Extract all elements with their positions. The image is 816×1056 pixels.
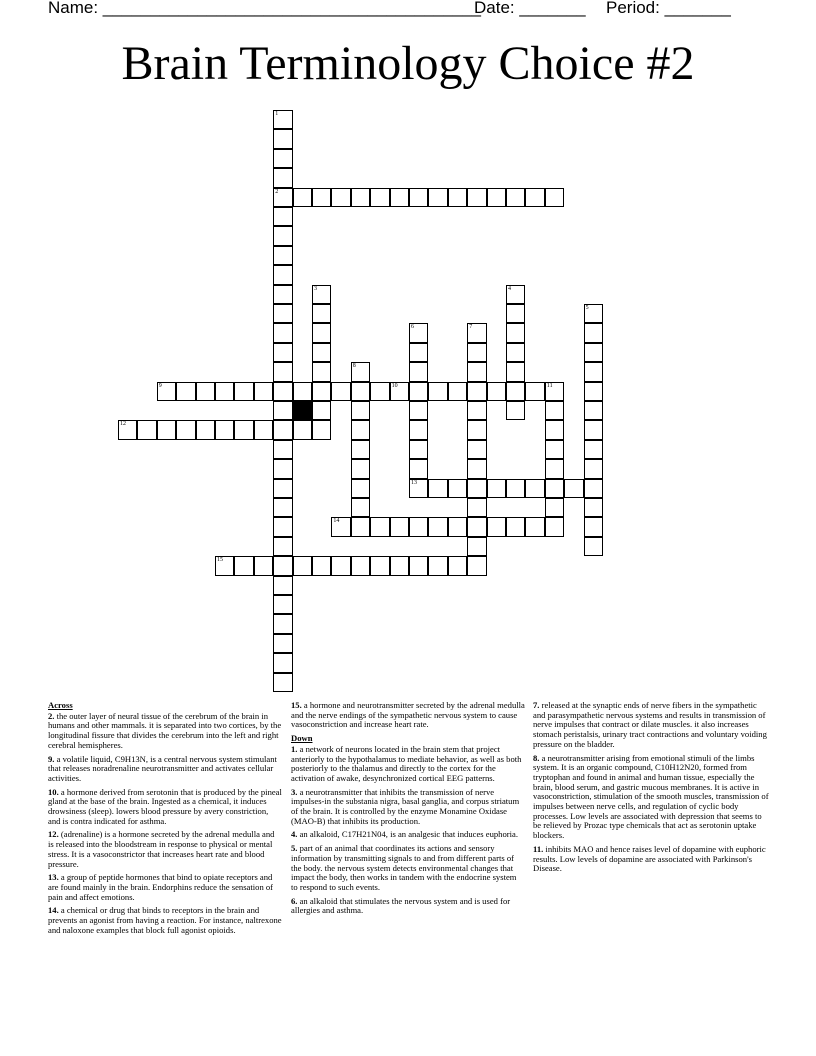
crossword-cell[interactable]	[409, 420, 428, 439]
crossword-cell[interactable]	[467, 556, 486, 575]
cell-number: 1	[275, 111, 279, 117]
crossword-cell[interactable]	[273, 265, 292, 284]
name-field[interactable]: Name: ________________________________________	[48, 0, 481, 17]
crossword-cell[interactable]	[273, 614, 292, 633]
crossword-cell[interactable]	[254, 420, 273, 439]
crossword-cell[interactable]	[273, 479, 292, 498]
crossword-cell[interactable]	[467, 537, 486, 556]
clue-down-8: 8. a neurotransmitter arising from emotional stimuli of the limbs system. It is an organic compound, C10H12N20, formed from tryptophan and found in animal and human tissue, especially the brain, blood serum, and gastric mucous membranes. It is active in vasoconstriction, stimulation of the smooth muscles, transmission of impulses between nerve cells, and regulation of cyclic body processes. Low levels are associated with depression that seems to be relieved by Prozac type chemicals that act as serotonin uptake blockers.	[533, 752, 769, 841]
crossword-cell[interactable]	[331, 188, 350, 207]
crossword-cell[interactable]	[467, 382, 486, 401]
crossword-cell[interactable]	[584, 362, 603, 381]
crossword-cell[interactable]	[351, 440, 370, 459]
crossword-cell[interactable]	[293, 382, 312, 401]
cell-number: 5	[585, 305, 589, 311]
page-title: Brain Terminology Choice #2	[121, 37, 695, 90]
crossword-cell[interactable]	[564, 479, 583, 498]
crossword-cell[interactable]	[448, 517, 467, 536]
crossword-cell[interactable]	[506, 285, 525, 304]
crossword-cell[interactable]	[467, 517, 486, 536]
crossword-cell[interactable]	[351, 401, 370, 420]
crossword-cell[interactable]	[409, 343, 428, 362]
crossword-cell[interactable]	[506, 304, 525, 323]
crossword-cell[interactable]	[467, 362, 486, 381]
crossword-cell[interactable]	[584, 498, 603, 517]
period-field[interactable]: Period: _______	[606, 0, 731, 17]
crossword-cell[interactable]	[428, 188, 447, 207]
crossword-cell[interactable]	[428, 479, 447, 498]
crossword-cell[interactable]	[487, 382, 506, 401]
crossword-cell[interactable]	[428, 517, 447, 536]
crossword-cell[interactable]	[312, 304, 331, 323]
crossword-cell[interactable]	[157, 382, 176, 401]
crossword-cell[interactable]	[584, 420, 603, 439]
crossword-cell[interactable]	[545, 382, 564, 401]
crossword-cell[interactable]	[351, 362, 370, 381]
crossword-cell[interactable]	[409, 401, 428, 420]
crossword-cell[interactable]	[467, 188, 486, 207]
crossword-cell[interactable]	[351, 517, 370, 536]
crossword-cell[interactable]	[273, 440, 292, 459]
crossword-cell[interactable]	[273, 420, 292, 439]
crossword-cell[interactable]	[273, 459, 292, 478]
crossword-cell[interactable]	[196, 382, 215, 401]
crossword-cell[interactable]	[584, 517, 603, 536]
crossword-cell[interactable]	[370, 556, 389, 575]
clue-down-3: 3. a neurotransmitter that inhibits the transmission of nerve impulses-in the substania nigra, basal ganglia, and corpus striatum of the brain. It is controlled by the enzyme Monamine Oxidase (MAO-B) that inhibits its production.	[291, 786, 520, 826]
cell-number: 15	[217, 557, 223, 564]
crossword-cell[interactable]	[176, 382, 195, 401]
cell-number: 11	[546, 382, 553, 389]
crossword-cell[interactable]	[584, 304, 603, 323]
clue-down-7: 7. released at the synaptic ends of nerve fibers in the sympathetic and parasympathetic nervous systems and results in transmission of nerve impulses that contract or dilate muscles. it also increases stomach peristalsis, urinary tract contractions and voluntary voiding pressure on the bladder.	[533, 700, 767, 749]
crossword-cell[interactable]	[525, 188, 544, 207]
crossword-cell[interactable]	[273, 498, 292, 517]
crossword-cell[interactable]	[370, 382, 389, 401]
crossword-cell[interactable]	[331, 556, 350, 575]
crossword-cell[interactable]	[273, 246, 292, 265]
crossword-cell[interactable]	[545, 459, 564, 478]
cell-number: 3	[314, 285, 317, 292]
crossword-cell[interactable]	[525, 479, 544, 498]
crossword-cell[interactable]	[506, 401, 525, 420]
crossword-cell[interactable]	[370, 517, 389, 536]
crossword-cell[interactable]	[273, 129, 292, 148]
crossword-cell[interactable]	[467, 440, 486, 459]
crossword-cell[interactable]	[409, 440, 428, 459]
crossword-cell[interactable]	[448, 382, 467, 401]
crossword-cell[interactable]	[467, 420, 486, 439]
crossword-cell[interactable]	[545, 479, 564, 498]
crossword-cell[interactable]	[312, 285, 331, 304]
header	[0, 0, 816, 22]
crossword-cell[interactable]	[409, 188, 428, 207]
crossword-cell[interactable]	[351, 479, 370, 498]
crossword-cell[interactable]	[545, 440, 564, 459]
crossword-cell[interactable]	[351, 459, 370, 478]
crossword-cell[interactable]	[545, 188, 564, 207]
cell-number: 13	[411, 479, 417, 486]
crossword-cell[interactable]	[428, 556, 447, 575]
clue-across-9: 9. a volatile liquid, C9H13N, is a central nervous system stimulant that releases noradrenaline neurotransmitter and activates cellular activities.	[48, 753, 277, 783]
clue-across-10: 10. a hormone derived from serotonin that is produced by the pineal gland at the base of the brain. Ingested as a chemical, it induces drowsiness (sleep). lowers blood pressure by avery constriction, and is contra indicated for asthma.	[48, 786, 282, 826]
crossword-cell[interactable]	[273, 634, 292, 653]
crossword-cell[interactable]	[370, 188, 389, 207]
crossword-cell[interactable]	[312, 382, 331, 401]
clues-column-1	[48, 701, 282, 939]
crossword-cell[interactable]	[331, 382, 350, 401]
crossword-cell[interactable]	[351, 420, 370, 439]
crossword-cell[interactable]	[409, 556, 428, 575]
cell-number: 8	[352, 363, 356, 370]
crossword-cell[interactable]	[234, 420, 253, 439]
crossword-cell[interactable]	[584, 440, 603, 459]
clue-across-12: 12. (adrenaline) is a hormone secreted by the adrenal medulla and is released into the bloodstream in response to physical or mental stress. It is a vasoconstrictor that increases heart rate and blood pressure.	[48, 829, 275, 869]
clue-down-6: 6. an alkaloid that stimulates the nervous system and is used for allergies and asthma.	[291, 895, 511, 916]
clue-down-4: 4. an alkaloid, C17H21N04, is an analgesic that induces euphoria.	[291, 829, 518, 840]
crossword-cell[interactable]	[273, 517, 292, 536]
crossword-cell[interactable]	[312, 343, 331, 362]
cell-number: 6	[411, 324, 414, 331]
crossword-cell[interactable]	[234, 382, 253, 401]
crossword-cell[interactable]	[351, 188, 370, 207]
crossword-cell[interactable]	[254, 382, 273, 401]
across-heading: Across	[48, 700, 73, 710]
crossword-cell[interactable]	[467, 343, 486, 362]
crossword-cell[interactable]	[273, 576, 292, 595]
crossword-cell[interactable]	[273, 207, 292, 226]
crossword-cell[interactable]	[273, 382, 292, 401]
crossword-cell[interactable]	[545, 401, 564, 420]
crossword-cell[interactable]	[487, 479, 506, 498]
crossword-cell[interactable]	[467, 459, 486, 478]
crossword-cell[interactable]	[448, 556, 467, 575]
crossword-cell[interactable]	[390, 382, 409, 401]
crossword-cell[interactable]	[584, 401, 603, 420]
crossword-cell[interactable]	[312, 362, 331, 381]
crossword-cell[interactable]	[273, 673, 292, 692]
crossword-cell[interactable]	[525, 382, 544, 401]
crossword-cell[interactable]	[487, 517, 506, 536]
clue-down-1: 1. a network of neurons located in the brain stem that project anteriorly to the hypothalamus to mediate behavior, as well as both posteriorly to the thalamus and directly to the cortex for the activation of awake, desynchronized cortical EEG patterns.	[291, 743, 522, 783]
crossword-cell[interactable]	[467, 401, 486, 420]
clue-down-11: 11. inhibits MAO and hence raises level of dopamine with euphoric results. Low levels of dopamine are associated with Parkinson's Disease.	[533, 843, 766, 874]
crossword-cell[interactable]	[215, 556, 234, 575]
crossword-cell[interactable]	[506, 382, 525, 401]
crossword-cell[interactable]	[409, 479, 428, 498]
crossword-cell[interactable]	[273, 226, 292, 245]
crossword-cell[interactable]	[273, 188, 292, 207]
cell-number: 10	[391, 382, 398, 389]
clue-across-13: 13. a group of peptide hormones that bind to opiate receptors and are found mainly in the brain. Endorphins reduce the sensation of pain and affect emotions.	[48, 872, 274, 902]
crossword-cell[interactable]	[293, 556, 312, 575]
crossword-cell[interactable]	[467, 323, 486, 342]
crossword-cell[interactable]	[312, 401, 331, 420]
crossword-cell[interactable]	[409, 459, 428, 478]
clue-across-2: 2. the outer layer of neural tissue of the cerebrum of the brain in humans and other mammals. it is separated into two cortices, by the longitudinal fissure that divides the cerebrum into the left and right cerebral hemispheres.	[48, 710, 282, 750]
crossword-cell[interactable]	[467, 498, 486, 517]
crossword-cell[interactable]	[506, 479, 525, 498]
crossword-cell[interactable]	[448, 479, 467, 498]
crossword-cell[interactable]	[312, 188, 331, 207]
clue-down-5: 5. part of an animal that coordinates its actions and sensory information by transmitting signals to and from different parts of the body. the nervous system detects environmental changes that impact the body, then works in tandem with the endocrine system to respond to such events.	[291, 843, 517, 892]
crossword-cell[interactable]	[506, 517, 525, 536]
crossword-cell[interactable]	[351, 382, 370, 401]
crossword-cell[interactable]	[215, 420, 234, 439]
crossword-cell[interactable]	[409, 362, 428, 381]
crossword-cell[interactable]	[273, 653, 292, 672]
crossword-cell[interactable]	[506, 343, 525, 362]
black-square	[293, 401, 312, 420]
crossword-cell[interactable]	[584, 479, 603, 498]
clue-across-14: 14. a chemical or drug that binds to receptors in the brain and prevents an agonist from having a reaction. For instance, naltrexone and naloxone examples that block full agonist opioids.	[48, 905, 282, 935]
crossword-cell[interactable]	[157, 420, 176, 439]
crossword-cell[interactable]	[409, 323, 428, 342]
crossword-cell[interactable]	[273, 149, 292, 168]
cell-number: 9	[158, 382, 162, 389]
cell-number: 4	[508, 285, 511, 292]
clues-column-2	[291, 701, 525, 920]
crossword-cell[interactable]	[506, 362, 525, 381]
crossword-cell[interactable]	[351, 498, 370, 517]
crossword-cell[interactable]	[545, 517, 564, 536]
crossword-cell[interactable]	[409, 382, 428, 401]
crossword-cell[interactable]	[273, 110, 292, 129]
crossword-cell[interactable]	[584, 382, 603, 401]
down-heading: Down	[291, 733, 313, 744]
date-field[interactable]: Date: _______	[474, 0, 586, 17]
crossword-cell[interactable]	[118, 420, 137, 439]
crossword-cell[interactable]	[273, 595, 292, 614]
crossword-cell[interactable]	[312, 323, 331, 342]
crossword-cell[interactable]	[390, 188, 409, 207]
crossword-cell[interactable]	[137, 420, 156, 439]
crossword-cell[interactable]	[487, 188, 506, 207]
crossword-cell[interactable]	[506, 188, 525, 207]
crossword-cell[interactable]	[273, 168, 292, 187]
crossword-cell[interactable]	[273, 285, 292, 304]
cell-number: 12	[120, 421, 126, 428]
crossword-cell[interactable]	[331, 517, 350, 536]
crossword-cell[interactable]	[312, 420, 331, 439]
crossword-cell[interactable]	[584, 343, 603, 362]
crossword-cell[interactable]	[390, 556, 409, 575]
cell-number: 2	[275, 188, 279, 195]
crossword-cell[interactable]	[506, 323, 525, 342]
crossword-cell[interactable]	[584, 323, 603, 342]
crossword-cell[interactable]	[293, 420, 312, 439]
crossword-cell[interactable]	[273, 304, 292, 323]
crossword-cell[interactable]	[584, 537, 603, 556]
crossword-cell[interactable]	[176, 420, 195, 439]
crossword-cell[interactable]	[584, 459, 603, 478]
crossword-cell[interactable]	[545, 498, 564, 517]
crossword-cell[interactable]	[525, 517, 544, 536]
crossword-cell[interactable]	[196, 420, 215, 439]
crossword-cell[interactable]	[215, 382, 234, 401]
crossword-cell[interactable]	[545, 420, 564, 439]
crossword-cell[interactable]	[409, 517, 428, 536]
crossword-cell[interactable]	[467, 479, 486, 498]
crossword-cell[interactable]	[428, 382, 447, 401]
cell-number: 14	[333, 518, 340, 525]
clues-column-3	[533, 701, 769, 878]
crossword-cell[interactable]	[254, 556, 273, 575]
crossword-cell[interactable]	[312, 556, 331, 575]
crossword-cell[interactable]	[234, 556, 253, 575]
crossword-cell[interactable]	[273, 362, 292, 381]
crossword-cell[interactable]	[273, 343, 292, 362]
clue-across-15: 15. a hormone and neurotransmitter secreted by the adrenal medulla and the nerve endings of the sympathetic nervous system to cause vasoconstriction and increase heart rate.	[291, 700, 525, 730]
crossword-cell[interactable]	[293, 188, 312, 207]
crossword-cell[interactable]	[273, 537, 292, 556]
crossword-cell[interactable]	[448, 188, 467, 207]
crossword-cell[interactable]	[351, 556, 370, 575]
crossword-cell[interactable]	[273, 323, 292, 342]
crossword-cell[interactable]	[273, 401, 292, 420]
cell-number: 7	[469, 324, 473, 331]
crossword-cell[interactable]	[390, 517, 409, 536]
crossword-cell[interactable]	[273, 556, 292, 575]
